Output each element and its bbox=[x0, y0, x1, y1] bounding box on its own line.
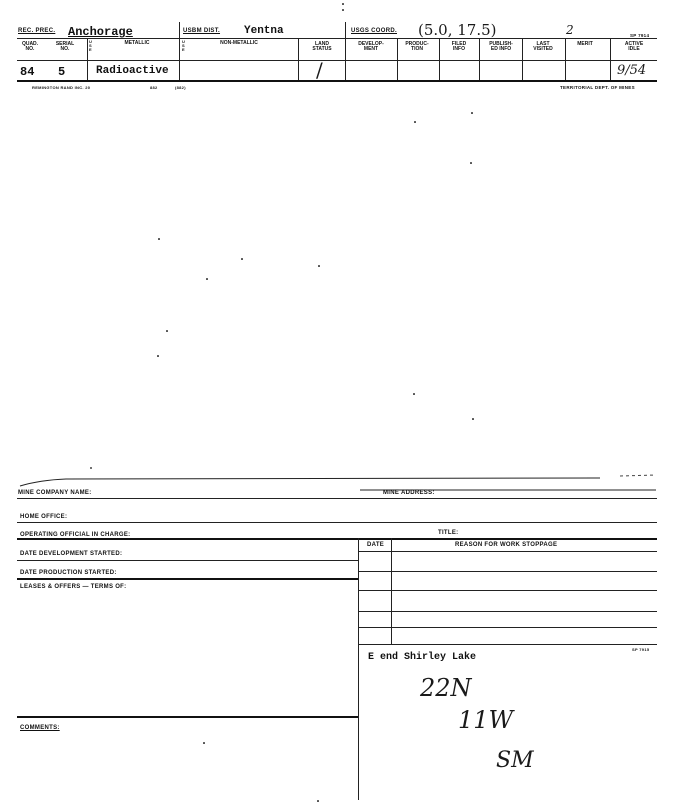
col-use-right: U S E bbox=[182, 39, 185, 53]
usbm-dist-value: Yentna bbox=[244, 25, 284, 37]
rule bbox=[358, 611, 657, 612]
rule bbox=[17, 38, 657, 39]
usgs-coord-value: (5.0, 17.5) bbox=[418, 21, 497, 39]
col-land-status: LAND STATUS bbox=[312, 41, 332, 53]
rec-prec-value: Anchorage bbox=[68, 25, 133, 39]
mine-company-name-label: MINE COMPANY NAME: bbox=[18, 490, 92, 496]
rule bbox=[17, 716, 358, 718]
divider bbox=[565, 38, 566, 80]
col-metallic: METALLIC bbox=[124, 40, 150, 46]
location-note: E end Shirley Lake bbox=[368, 652, 477, 663]
reason-label: REASON FOR WORK STOPPAGE bbox=[455, 542, 558, 548]
divider bbox=[87, 38, 88, 80]
speck bbox=[203, 742, 205, 744]
speck bbox=[413, 393, 415, 395]
col-serial-no: SERIAL NO. bbox=[55, 41, 75, 53]
rule bbox=[17, 498, 657, 499]
col-published-info: PUBLISH- ED INFO bbox=[489, 41, 513, 53]
handwritten-township: 22N bbox=[420, 674, 472, 702]
rule bbox=[17, 538, 657, 540]
row-serial-no: 5 bbox=[58, 65, 66, 79]
col-filed-info: FILED INFO bbox=[451, 41, 467, 53]
rec-prec-label: REC. PREC. bbox=[18, 28, 56, 34]
divider bbox=[358, 538, 359, 800]
mine-address-label: MINE ADDRESS: bbox=[383, 490, 435, 496]
rule bbox=[17, 60, 657, 61]
speck bbox=[206, 278, 208, 280]
speck bbox=[471, 112, 473, 114]
col-active-idle: ACTIVE IDLE bbox=[624, 41, 644, 53]
divider bbox=[179, 22, 180, 80]
leases-label: LEASES & OFFERS — TERMS OF: bbox=[20, 584, 127, 590]
divider bbox=[391, 538, 392, 644]
divider bbox=[298, 38, 299, 80]
row-land-status: / bbox=[316, 58, 323, 82]
printer-left: REMINGTON RAND INC. 20 bbox=[32, 85, 91, 90]
speck bbox=[241, 258, 243, 260]
date-development-label: DATE DEVELOPMENT STARTED: bbox=[20, 551, 123, 557]
row-quad-no: 84 bbox=[20, 65, 35, 79]
row-metallic: Radioactive bbox=[96, 65, 169, 77]
rule bbox=[358, 644, 657, 645]
speck bbox=[157, 355, 159, 357]
title-label: TITLE: bbox=[438, 530, 459, 536]
speck bbox=[317, 800, 319, 802]
col-use-left: U S E bbox=[89, 39, 92, 53]
col-merit: MERIT bbox=[577, 41, 593, 47]
speck bbox=[470, 162, 472, 164]
date-col-label: DATE bbox=[367, 542, 385, 548]
speck bbox=[158, 238, 160, 240]
col-development: DEVELOP- MENT bbox=[358, 41, 384, 53]
rule bbox=[358, 627, 657, 628]
printer-code-2: (882) bbox=[175, 85, 186, 90]
col-production: PRODUC- TION bbox=[405, 41, 429, 53]
operating-official-label: OPERATING OFFICIAL IN CHARGE: bbox=[20, 532, 131, 538]
form-number-top: SP 7914 bbox=[630, 33, 650, 38]
speck bbox=[318, 265, 320, 267]
home-office-label: HOME OFFICE: bbox=[20, 514, 68, 520]
col-last-visited: LAST VISITED bbox=[533, 41, 553, 53]
speck bbox=[90, 467, 92, 469]
speck bbox=[342, 3, 344, 5]
rule bbox=[358, 590, 657, 591]
divider bbox=[345, 22, 346, 80]
divider bbox=[479, 38, 480, 80]
rule bbox=[17, 560, 358, 561]
divider bbox=[439, 38, 440, 80]
rule bbox=[358, 551, 657, 552]
usbm-dist-label: USBM DIST. bbox=[183, 28, 221, 34]
usgs-coord-label: USGS COORD. bbox=[351, 28, 397, 34]
rule bbox=[17, 522, 657, 523]
printer-code: 882 bbox=[150, 85, 158, 90]
rule bbox=[17, 80, 657, 82]
col-non-metallic: NON-METALLIC bbox=[220, 40, 258, 46]
speck bbox=[472, 418, 474, 420]
col-quad-no: QUAD. NO. bbox=[21, 41, 39, 53]
card-top-edge bbox=[0, 470, 678, 500]
row-active-idle: 9/54 bbox=[617, 63, 647, 78]
divider bbox=[522, 38, 523, 80]
speck bbox=[166, 330, 168, 332]
printer-right: TERRITORIAL DEPT. OF MINES bbox=[560, 85, 635, 90]
divider bbox=[610, 38, 611, 80]
corner-mark: 2 bbox=[566, 23, 574, 37]
rule bbox=[358, 571, 657, 572]
speck bbox=[414, 121, 416, 123]
handwritten-range: 11W bbox=[458, 706, 514, 734]
comments-label: COMMENTS: bbox=[20, 725, 60, 731]
speck bbox=[342, 9, 344, 11]
date-production-label: DATE PRODUCTION STARTED: bbox=[20, 570, 117, 576]
handwritten-meridian: SM bbox=[496, 748, 534, 773]
divider bbox=[397, 38, 398, 80]
form-number-bottom: SP 7915 bbox=[632, 647, 650, 652]
rule bbox=[17, 578, 358, 580]
